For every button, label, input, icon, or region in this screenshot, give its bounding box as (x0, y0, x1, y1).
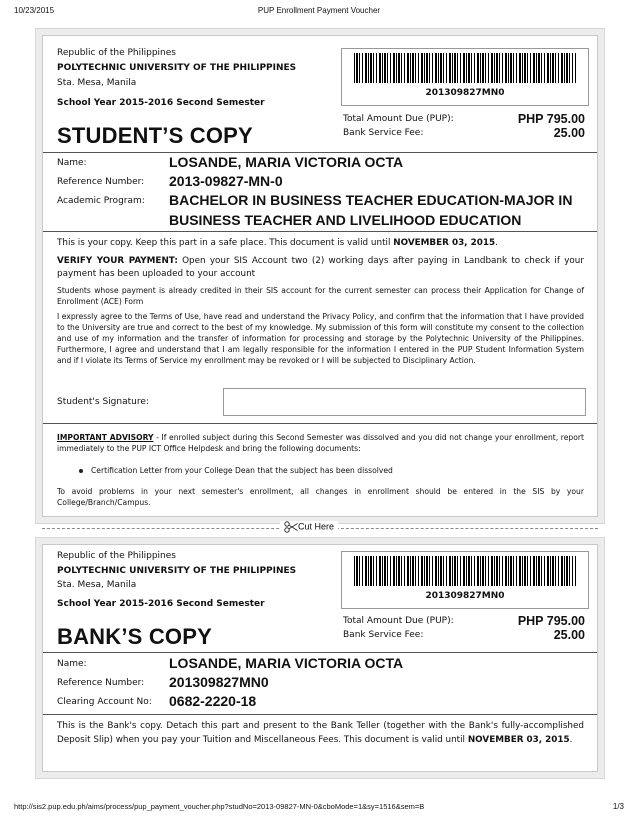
school-year: School Year 2015-2016 Second Semester (57, 98, 265, 108)
barcode-box (341, 48, 589, 106)
bank-fee-row (341, 628, 587, 644)
barcode-bars (354, 53, 576, 83)
total-amount-label: Total Amount Due (PUP): (343, 616, 454, 626)
copy-note (57, 237, 584, 250)
barcode-bars (354, 556, 576, 586)
agreement-text: I expressly agree to the Terms of Use, have read and understand the Privacy Policy, and confirm that the information that I have provided to the University are true and correct to the best of my knowledge. My submission of this form will constitute my consent to the collection and use of my information and the transfer of information for processing and storage by the Polytechnic University of the Philippines. Furthermore, I agree and understand that I am legally responsible for the information I entered in the PUP Student Information System and if I violate its Terms of Service my enrollment may be revoked or I will be subjected to Disciplinary Action. (57, 312, 584, 365)
reference-label: Reference Number: (57, 177, 145, 187)
print-header-date: 10/23/2015 (14, 6, 55, 15)
school-year: School Year 2015-2016 Second Semester (57, 599, 265, 609)
clearing-account-label: Clearing Account No: (57, 697, 152, 707)
reference-label: Reference Number: (57, 678, 145, 688)
print-footer-page: 1/3 (612, 802, 624, 811)
total-amount-value: PHP 795.00 (517, 112, 585, 126)
bullet-item (79, 466, 393, 475)
academic-program: BACHELOR IN BUSINESS TEACHER EDUCATION-MAJOR IN BUSINESS TEACHER AND LIVELIHOOD EDUCATION (169, 192, 573, 228)
cut-here-text: Cut Here (298, 521, 335, 532)
cut-here-label (280, 521, 338, 533)
bank-copy-card (42, 544, 598, 772)
total-amount-label: Total Amount Due (PUP): (343, 114, 454, 124)
university-name: POLYTECHNIC UNIVERSITY OF THE PHILIPPINES (57, 63, 297, 73)
copy-note-end: . (495, 238, 498, 248)
barcode-number: 201309827MN0 (425, 88, 505, 98)
reference-number: 2013-09827-MN-0 (169, 173, 283, 189)
avoid-problems-note: To avoid problems in your next semester's enrollment, all changes in enrollment should be entered in the SIS by your College/Branch/Campus. (57, 487, 584, 507)
clearing-account-number: 0682-2220-18 (169, 693, 257, 709)
university-name: POLYTECHNIC UNIVERSITY OF THE PHILIPPINES (57, 566, 297, 576)
student-copy-title: STUDENT’S COPY (57, 123, 253, 148)
barcode-number: 201309827MN0 (425, 591, 505, 601)
reference-number: 201309827MN0 (169, 674, 269, 690)
bank-fee-row (341, 126, 587, 142)
divider (43, 231, 597, 232)
student-copy-card (42, 35, 598, 517)
cut-here-separator (0, 521, 638, 535)
copy-note-text: This is your copy. Keep this part in a safe place. This document is valid until (57, 238, 394, 248)
divider (43, 714, 597, 715)
student-name: LOSANDE, MARIA VICTORIA OCTA (169, 655, 404, 671)
signature-field[interactable] (223, 388, 586, 416)
republic-label: Republic of the Philippines (57, 551, 176, 561)
total-amount-value: PHP 795.00 (517, 614, 585, 628)
print-footer-url[interactable]: http://sis2.pup.edu.ph/aims/process/pup_payment_voucher.php?studNo=2013-09827-MN-0&cboMode=1&sy=1516&sem=B (14, 802, 425, 811)
bank-fee-label: Bank Service Fee: (343, 128, 424, 138)
valid-date: NOVEMBER 03, 2015 (467, 735, 570, 745)
bank-note (57, 719, 584, 747)
location-label: Sta. Mesa, Manila (57, 580, 137, 590)
program-label: Academic Program: (57, 196, 145, 206)
bank-fee-label: Bank Service Fee: (343, 630, 424, 640)
advisory-text: - If enrolled subject during this Second Semester was dissolved and you did not change your enrollment, report immediately to the PUP ICT Office Helpdesk and bring the following documents: (57, 433, 585, 453)
verify-label: VERIFY YOUR PAYMENT: (57, 256, 178, 266)
student-name: LOSANDE, MARIA VICTORIA OCTA (169, 154, 404, 170)
verify-payment (57, 255, 584, 281)
bullet-text: Certification Letter from your College Dean that the subject has been dissolved (91, 466, 393, 475)
bank-fee-value: 25.00 (553, 126, 585, 140)
signature-label: Student's Signature: (57, 397, 149, 407)
bank-copy-title: BANK’S COPY (57, 624, 212, 649)
name-label: Name: (57, 158, 87, 168)
divider (43, 423, 597, 424)
credited-note: Students whose payment is already credited in their SIS account for the current semester can process their Application for Change of Enrollment (ACE) Form (57, 286, 584, 306)
verify-text: Open your SIS Account two (2) working days after paying in Landbank to check if your payment has been uploaded to your account (57, 256, 584, 279)
valid-date: NOVEMBER 03, 2015 (393, 238, 496, 248)
republic-label: Republic of the Philippines (57, 48, 176, 58)
barcode-box (341, 551, 589, 609)
print-header-title: PUP Enrollment Payment Voucher (257, 6, 381, 15)
name-label: Name: (57, 659, 87, 669)
scissors-icon (284, 521, 298, 533)
bullet-icon (79, 469, 83, 473)
location-label: Sta. Mesa, Manila (57, 78, 137, 88)
advisory-label: IMPORTANT ADVISORY (57, 433, 154, 442)
advisory (57, 432, 584, 454)
bank-note-end: . (569, 735, 573, 745)
bank-fee-value: 25.00 (553, 628, 585, 642)
bank-note-text: This is the Bank's copy. Detach this part and present to the Bank Teller (together with the Bank's fully-accomplished Deposit Slip) when you pay your Tuition and Miscellaneous Fees. This document is valid until (57, 721, 584, 745)
